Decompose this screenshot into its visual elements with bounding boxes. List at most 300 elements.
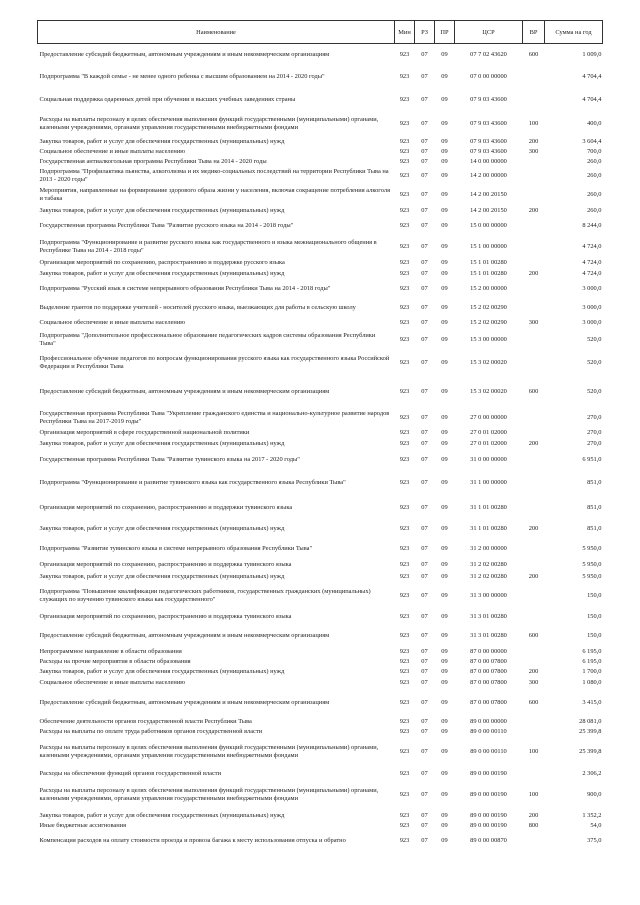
row-ministry: 923 [399,95,410,103]
table-row [38,539,603,559]
row-ministry: 923 [399,242,410,250]
row-name: Выделение грантов по поддержке учителей - носителей русского языка, выезжающих для работы в сельскую школу [39,303,356,311]
row-target-article: 15 2 02 00290 [470,318,507,326]
row-subsection: 09 [441,242,448,250]
row-target-article: 31 0 00 00000 [470,455,507,463]
row-target-article: 87 0 00 07800 [470,667,507,675]
row-name: Закупка товаров, работ и услуг для обеспечения государственных (муниципальных) нужд [39,667,285,675]
row-target-article: 89 0 00 00190 [470,821,507,829]
row-name: Организация мероприятий по сохранению, распространению и поддержка тувинского языка [39,612,292,620]
table-row [38,375,603,409]
table-body [38,44,603,851]
row-annual-sum: 6 951,0 [582,455,602,463]
row-target-article: 31 2 02 00280 [470,560,507,568]
row-expense-type: 200 [528,572,539,580]
row-section: 07 [421,836,428,844]
row-annual-sum: 150,0 [587,631,602,639]
column-header-section: РЗ [415,21,435,44]
row-annual-sum: 150,0 [587,612,602,620]
row-annual-sum: 5 950,0 [582,572,602,580]
row-annual-sum: 54,0 [590,821,602,829]
row-ministry: 923 [399,157,410,165]
row-annual-sum: 4 724,0 [582,242,602,250]
table-row [38,217,603,236]
row-ministry: 923 [399,137,410,145]
row-section: 07 [421,811,428,819]
row-target-article: 07 9 03 43600 [470,119,507,127]
row-ministry: 923 [399,678,410,686]
row-expense-type [523,497,545,519]
row-subsection: 09 [441,284,448,292]
row-expense-type: 200 [528,206,539,214]
row-name: Социальная поддержка одаренных детей при обучении в высших учебных заведениях страны [39,95,296,103]
row-target-article: 31 3 01 00280 [470,631,507,639]
row-annual-sum: 260,0 [587,157,602,165]
table-row [38,352,603,375]
row-annual-sum: 4 724,0 [582,269,602,277]
row-subsection: 09 [441,50,448,58]
table-row [38,428,603,438]
table-row [38,450,603,470]
row-annual-sum: 3 000,0 [582,303,602,311]
row-target-article: 14 2 00 20150 [470,191,507,199]
row-target-article: 15 3 00 00000 [470,335,507,343]
row-target-article: 89 0 00 00190 [470,811,507,819]
row-section: 07 [421,318,428,326]
row-ministry: 923 [399,748,410,756]
row-target-article: 89 0 00 00870 [470,836,507,844]
row-subsection: 09 [441,657,448,665]
row-name: Подпрограмма "В каждой семье - не менее одного ребенка с высшим образованием на 2014 - 2020 годы" [39,73,325,81]
row-expense-type [523,428,545,438]
row-target-article: 07 9 03 43600 [470,95,507,103]
row-subsection: 09 [441,172,448,180]
table-row [38,737,603,768]
row-annual-sum: 8 244,0 [582,222,602,230]
row-annual-sum: 4 724,0 [582,258,602,266]
row-subsection: 09 [441,698,448,706]
row-ministry: 923 [399,119,410,127]
row-ministry: 923 [399,572,410,580]
row-name: Подпрограмма "Дополнительное профессиональное образование педагогических кадров системы образования Республики Тыва" [39,331,376,347]
row-ministry: 923 [399,335,410,343]
row-ministry: 923 [399,50,410,58]
row-expense-type: 600 [528,631,539,639]
table-row [38,647,603,657]
row-expense-type: 300 [528,678,539,686]
row-section: 07 [421,269,428,277]
row-name: Организация мероприятий по сохранению, распространению и поддержке русского языка [39,258,285,266]
row-expense-type: 200 [528,524,539,532]
row-annual-sum: 851,0 [587,479,602,487]
row-subsection: 09 [441,455,448,463]
row-section: 07 [421,387,428,395]
row-annual-sum: 3 000,0 [582,284,602,292]
row-ministry: 923 [399,524,410,532]
row-subsection: 09 [441,428,448,436]
table-row [38,236,603,258]
row-expense-type: 600 [528,387,539,395]
row-annual-sum: 700,0 [587,147,602,155]
table-header-row [38,21,603,44]
row-expense-type [523,157,545,167]
row-target-article: 14 2 00 20150 [470,206,507,214]
row-expense-type: 600 [528,698,539,706]
row-subsection: 09 [441,544,448,552]
row-annual-sum: 270,0 [587,414,602,422]
table-row [38,609,603,625]
row-subsection: 09 [441,503,448,511]
row-target-article: 07 7 02 43620 [470,50,507,58]
row-expense-type [523,66,545,89]
row-expense-type [523,409,545,428]
row-expense-type: 100 [528,748,539,756]
column-header-annual-sum: Сумма на год [545,21,603,44]
row-section: 07 [421,727,428,735]
row-name: Расходы на выплаты по оплате труда работников органов государственной власти [39,727,263,735]
row-annual-sum: 4 704,4 [582,73,602,81]
row-section: 07 [421,50,428,58]
table-row [38,137,603,147]
row-annual-sum: 6 195,0 [582,647,602,655]
row-section: 07 [421,678,428,686]
row-subsection: 09 [441,572,448,580]
row-subsection: 09 [441,667,448,675]
row-name: Иные бюджетные ассигнования [39,821,127,829]
row-expense-type [523,559,545,571]
row-section: 07 [421,612,428,620]
row-name: Подпрограмма "Повышение квалификации педагогических работников, государственных гражданских (муниципальных) служащих по изучению тувинского языка как государственного" [39,587,371,603]
table-row [38,328,603,352]
row-section: 07 [421,748,428,756]
row-subsection: 09 [441,73,448,81]
row-expense-type [523,450,545,470]
row-ministry: 923 [399,769,410,777]
budget-table [37,20,603,851]
table-row [38,583,603,609]
row-name: Организация мероприятий по сохранению, распространению и поддержки тувинского языка [39,503,293,511]
table-row [38,727,603,737]
row-section: 07 [421,222,428,230]
row-subsection: 09 [441,678,448,686]
column-header-subsection: ПР [435,21,455,44]
table-row [38,689,603,717]
row-target-article: 87 0 00 07800 [470,698,507,706]
row-ministry: 923 [399,414,410,422]
row-section: 07 [421,591,428,599]
table-row [38,768,603,780]
row-annual-sum: 270,0 [587,439,602,447]
row-ministry: 923 [399,284,410,292]
row-name: Закупка товаров, работ и услуг для обеспечения государственных (муниципальных) нужд [39,269,285,277]
row-section: 07 [421,503,428,511]
row-target-article: 14 2 00 00000 [470,172,507,180]
row-name: Закупка товаров, работ и услуг для обеспечения государственных (муниципальных) нужд [39,137,285,145]
row-subsection: 09 [441,727,448,735]
row-target-article: 31 3 00 00000 [470,591,507,599]
column-header-ministry: Мин [395,21,415,44]
row-name: Предоставление субсидий бюджетным, автономным учреждениям и иным некоммерческим организациям [39,698,330,706]
table-row [38,268,603,280]
row-section: 07 [421,258,428,266]
row-name: Государственная антиалкогольная программа Республики Тыва на 2014 - 2020 годы [39,157,267,165]
row-section: 07 [421,284,428,292]
row-name: Подпрограмма "Русский язык в системе непрерывного образования Республики Тыва на 2014 - 2018 годы" [39,284,331,292]
table-row [38,821,603,831]
row-name: Расходы на выплаты персоналу в целях обеспечения выполнения функций государственными (муниципальными) органами, казенными учреждениями, органами управления государственными внебюджетными фондами [39,787,379,802]
row-subsection: 09 [441,647,448,655]
table-row [38,186,603,205]
row-ministry: 923 [399,727,410,735]
table-row [38,780,603,811]
row-name: Расходы на обеспечение функций органов государственной власти [39,769,222,777]
row-name: Социальное обеспечение и иные выплаты населению [39,678,186,686]
row-subsection: 09 [441,206,448,214]
row-subsection: 09 [441,612,448,620]
row-target-article: 27 0 01 02000 [470,439,507,447]
row-ministry: 923 [399,836,410,844]
row-subsection: 09 [441,387,448,395]
row-section: 07 [421,95,428,103]
row-target-article: 87 0 00 07800 [470,678,507,686]
row-ministry: 923 [399,647,410,655]
row-annual-sum: 2 306,2 [582,769,602,777]
table-row [38,657,603,667]
row-name: Компенсация расходов на оплату стоимости проезда и провоза багажа к месту использования отпуска и обратно [39,836,346,844]
row-ministry: 923 [399,73,410,81]
row-target-article: 15 3 02 00020 [470,359,507,367]
row-target-article: 07 0 00 00000 [470,73,507,81]
row-name: Государственная программа Республики Тыва "Развитие тувинского языка на 2017 - 2020 годы" [39,455,300,463]
row-ministry: 923 [399,667,410,675]
row-ministry: 923 [399,698,410,706]
row-ministry: 923 [399,359,410,367]
row-expense-type [523,258,545,268]
row-name: Закупка товаров, работ и услуг для обеспечения государственных (муниципальных) нужд [39,524,285,532]
row-subsection: 09 [441,222,448,230]
row-section: 07 [421,455,428,463]
table-row [38,677,603,689]
row-subsection: 09 [441,748,448,756]
row-section: 07 [421,524,428,532]
row-ministry: 923 [399,503,410,511]
row-name: Закупка товаров, работ и услуг для обеспечения государственных (муниципальных) нужд [39,572,285,580]
row-section: 07 [421,242,428,250]
table-row [38,258,603,268]
table-row [38,571,603,583]
row-subsection: 09 [441,631,448,639]
row-expense-type [523,352,545,375]
row-section: 07 [421,717,428,725]
row-annual-sum: 1 700,0 [582,667,602,675]
row-subsection: 09 [441,269,448,277]
row-expense-type [523,89,545,111]
row-subsection: 09 [441,359,448,367]
row-annual-sum: 6 195,0 [582,657,602,665]
row-ministry: 923 [399,439,410,447]
row-name: Государственная программа Республики Тыва "Укрепление гражданского единства и национально-культурное развитие народов Республики Тыва на 2017-2019 годы" [39,410,390,425]
row-annual-sum: 3 415,0 [582,698,602,706]
column-header-name: Наименование [38,21,395,44]
row-subsection: 09 [441,95,448,103]
row-name: Расходы на выплаты персоналу в целях обеспечения выполнения функций государственными (муниципальными) органами, казенными учреждениями, органами управления государственными внебюджетными фондами [39,744,379,759]
table-row [38,167,603,186]
table-row [38,44,603,66]
row-target-article: 14 0 00 00000 [470,157,507,165]
table-row [38,111,603,137]
row-expense-type: 200 [528,269,539,277]
row-expense-type [523,647,545,657]
row-expense-type: 300 [528,318,539,326]
row-subsection: 09 [441,137,448,145]
row-expense-type: 200 [528,667,539,675]
row-ministry: 923 [399,612,410,620]
row-name: Организация мероприятий в сфере государственной национальной политики [39,428,250,436]
row-ministry: 923 [399,147,410,155]
table-row [38,497,603,519]
row-target-article: 89 0 00 00190 [470,769,507,777]
row-target-article: 31 1 01 00280 [470,524,507,532]
row-target-article: 89 0 00 00110 [470,748,507,756]
row-subsection: 09 [441,414,448,422]
row-target-article: 15 1 01 00280 [470,269,507,277]
row-annual-sum: 900,0 [587,791,602,799]
row-target-article: 07 9 03 43600 [470,137,507,145]
row-section: 07 [421,698,428,706]
row-subsection: 09 [441,836,448,844]
row-subsection: 09 [441,811,448,819]
row-name: Подпрограмма "Функционирование и развитие тувинского языка как государственного языка Республики Тыва" [39,479,346,487]
row-expense-type [523,609,545,625]
row-annual-sum: 28 081,0 [579,717,602,725]
table-row [38,89,603,111]
row-expense-type [523,831,545,851]
row-expense-type [523,298,545,318]
row-name: Государственная программа Республики Тыва "Развитие русского языка на 2014 - 2018 годы" [39,222,294,230]
row-subsection: 09 [441,119,448,127]
row-target-article: 15 3 02 00020 [470,387,507,395]
row-section: 07 [421,631,428,639]
row-annual-sum: 25 399,8 [579,727,602,735]
table-row [38,409,603,428]
row-subsection: 09 [441,791,448,799]
row-subsection: 09 [441,821,448,829]
row-annual-sum: 5 950,0 [582,544,602,552]
row-name: Предоставление субсидий бюджетным, автономным учреждениям и иным некоммерческим организациям [39,387,330,395]
row-section: 07 [421,137,428,145]
row-name: Предоставление субсидий бюджетным, автономным учреждениям и иным некоммерческим организациям [39,50,330,58]
row-expense-type: 200 [528,811,539,819]
table-row [38,438,603,450]
row-expense-type: 600 [528,50,539,58]
row-ministry: 923 [399,544,410,552]
row-ministry: 923 [399,172,410,180]
row-section: 07 [421,769,428,777]
row-target-article: 31 3 01 00280 [470,612,507,620]
row-annual-sum: 375,0 [587,836,602,844]
row-name: Мероприятия, направленные на формирование здорового образа жизни у населения, включая сокращение потребления алкоголя и табака [39,187,391,202]
row-name: Закупка товаров, работ и услуг для обеспечения государственных (муниципальных) нужд [39,439,285,447]
table-row [38,280,603,298]
row-section: 07 [421,791,428,799]
row-ministry: 923 [399,591,410,599]
row-target-article: 87 0 00 00000 [470,647,507,655]
row-annual-sum: 3 604,4 [582,137,602,145]
table-row [38,205,603,217]
row-expense-type [523,328,545,352]
row-expense-type [523,768,545,780]
budget-document [37,20,602,851]
row-annual-sum: 851,0 [587,503,602,511]
row-expense-type [523,236,545,258]
row-annual-sum: 270,0 [587,428,602,436]
row-section: 07 [421,206,428,214]
row-annual-sum: 150,0 [587,591,602,599]
row-expense-type [523,539,545,559]
row-expense-type: 200 [528,137,539,145]
row-section: 07 [421,191,428,199]
row-ministry: 923 [399,318,410,326]
row-ministry: 923 [399,303,410,311]
row-subsection: 09 [441,258,448,266]
row-annual-sum: 3 000,0 [582,318,602,326]
row-section: 07 [421,359,428,367]
row-annual-sum: 25 399,8 [579,748,602,756]
row-target-article: 87 0 00 07800 [470,657,507,665]
row-target-article: 15 0 00 00000 [470,222,507,230]
row-section: 07 [421,657,428,665]
row-target-article: 89 0 00 00190 [470,791,507,799]
row-section: 07 [421,647,428,655]
row-name: Закупка товаров, работ и услуг для обеспечения государственных (муниципальных) нужд [39,206,285,214]
row-section: 07 [421,572,428,580]
row-name: Подпрограмма "Функционирование и развитие русского языка как государственного и языка межнационального общения в Республике Тыва на 2014 - 2018 годы" [39,238,377,254]
table-row [38,66,603,89]
row-target-article: 31 1 00 00000 [470,479,507,487]
row-subsection: 09 [441,147,448,155]
row-section: 07 [421,439,428,447]
row-ministry: 923 [399,387,410,395]
row-target-article: 15 2 02 00290 [470,303,507,311]
row-expense-type: 300 [528,147,539,155]
row-subsection: 09 [441,560,448,568]
row-target-article: 89 0 00 00110 [470,727,507,735]
row-ministry: 923 [399,222,410,230]
table-row [38,559,603,571]
row-ministry: 923 [399,560,410,568]
row-expense-type [523,217,545,236]
row-ministry: 923 [399,269,410,277]
row-annual-sum: 1 009,0 [582,50,602,58]
row-name: Непрограммное направление в области образования [39,647,182,655]
row-section: 07 [421,147,428,155]
row-name: Расходы на прочие мероприятия в области образования [39,657,191,665]
row-expense-type [523,657,545,667]
row-name: Подпрограмма "Развитие тувинского языка в системе непрерывного образования Республики Тыва" [39,544,313,552]
row-section: 07 [421,821,428,829]
row-annual-sum: 1 080,0 [582,678,602,686]
row-annual-sum: 1 352,2 [582,811,602,819]
row-subsection: 09 [441,591,448,599]
row-annual-sum: 260,0 [587,172,602,180]
table-row [38,147,603,157]
row-name: Профессиональное обучение педагогов по вопросам функционирования русского языка как государственного языка Российской Федерации и Республики Тыва [39,355,390,370]
table-row [38,519,603,539]
row-expense-type: 100 [528,119,539,127]
row-section: 07 [421,479,428,487]
row-expense-type [523,167,545,186]
table-row [38,717,603,727]
